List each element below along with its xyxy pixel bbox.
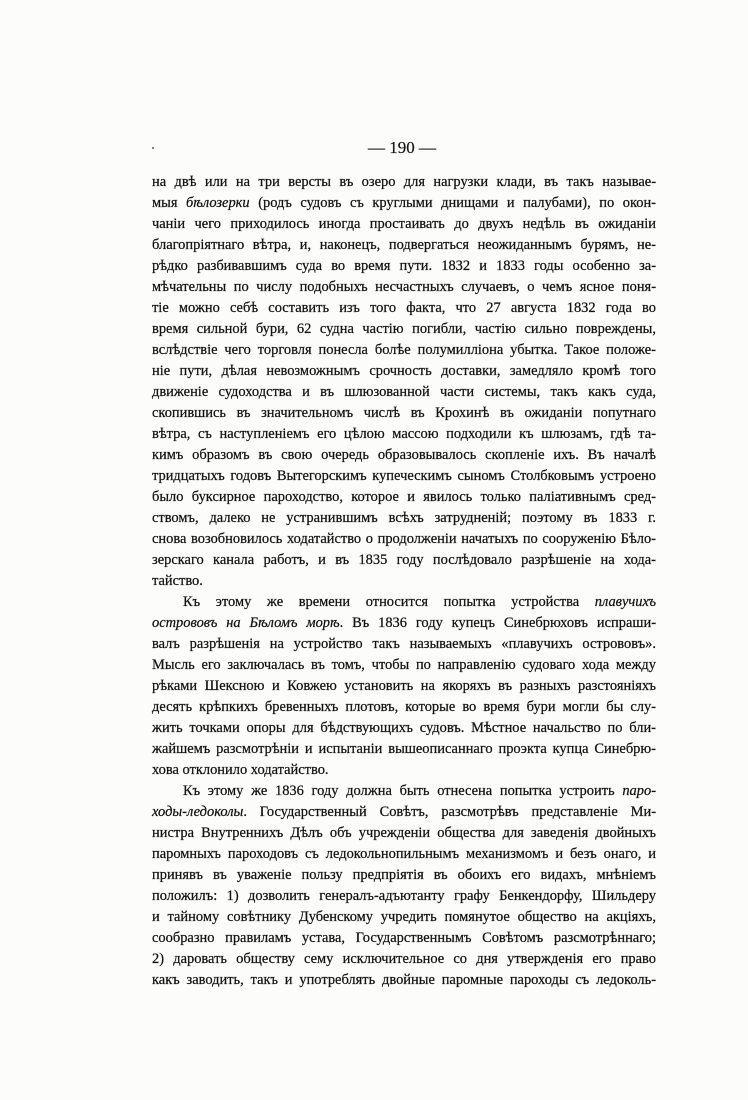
- text-line: [152, 382, 656, 403]
- text-line: [152, 340, 656, 361]
- text-line: [152, 697, 656, 718]
- text-run: тридцатыхъ годовъ Вытегорскимъ купеческимъ сыномъ Столбковымъ устроено: [152, 468, 656, 484]
- paragraph: [152, 781, 656, 991]
- text-line: [152, 445, 656, 466]
- text-line: [152, 508, 656, 529]
- text-run: движеніе судоходства и въ шлюзованной части системы, такъ какъ суда,: [152, 384, 656, 400]
- line-content: [152, 172, 656, 193]
- text-line: [152, 487, 656, 508]
- text-line: [152, 319, 656, 340]
- text-run: на двѣ или на три версты въ озеро для нагрузки клади, въ такъ называе-: [152, 174, 656, 190]
- line-content: [152, 907, 656, 928]
- text-line: [152, 634, 656, 655]
- line-content: [183, 781, 656, 802]
- text-run: было буксирное пароходство, которое и явилось только паліативнымъ сред-: [152, 489, 656, 505]
- line-content: [152, 676, 656, 697]
- text-run: скопившись въ значительномъ числѣ въ Крохинѣ въ ожиданіи попутнаго: [152, 405, 656, 421]
- text-line: [152, 844, 656, 865]
- text-line: [152, 466, 656, 487]
- line-content: [152, 634, 656, 655]
- text-line: [152, 613, 656, 634]
- text-line: [152, 172, 656, 193]
- line-content: [152, 760, 329, 781]
- text-run: кимъ образомъ въ свою очередь образовывалось скопленіе ихъ. Въ началѣ: [152, 447, 656, 463]
- line-content: [152, 508, 656, 529]
- text-run: благопріятнаго вѣтра, и, наконецъ, подвергаться неожиданнымъ бурямъ, не-: [152, 237, 656, 253]
- text-line: [152, 928, 656, 949]
- text-run: нистра Внутреннихъ Дѣлъ объ учрежденіи общества для заведенія двойныхъ: [152, 825, 656, 841]
- text-run: жайшемъ разсмотрѣніи и испытаніи вышеописаннаго проэкта купца Синебрю-: [152, 741, 656, 757]
- line-content: [152, 970, 656, 991]
- paragraph: [152, 172, 656, 592]
- text-run: сообразно правиламъ устава, Государственнымъ Совѣтомъ разсмотрѣннаго;: [152, 930, 656, 946]
- text-line: [152, 550, 656, 571]
- text-run: (родъ судовъ съ круглыми днищами и палубами), по окон-: [249, 195, 656, 211]
- text-run: принявъ въ уваженіе пользу предпріятія въ обоихъ его видахъ, мнѣніемъ: [152, 867, 656, 883]
- line-content: [152, 214, 656, 235]
- text-line: [152, 718, 656, 739]
- line-content: [152, 529, 656, 550]
- paragraph: [152, 592, 656, 781]
- text-run: тайство.: [152, 573, 203, 589]
- line-content: [152, 655, 656, 676]
- text-line: [152, 529, 656, 550]
- text-run: Мысль его заключалась въ томъ, чтобы по направленію судоваго хода между: [152, 657, 656, 673]
- text-line: [152, 676, 656, 697]
- text-run: Къ этому же 1836 году должна быть отнесена попытка устроить: [183, 783, 623, 799]
- text-run: снова возобновилось ходатайство о продолженіи начатыхъ по сооруженію Бѣло-: [152, 531, 656, 547]
- italic-term: острововъ на Бѣломъ морѣ: [152, 615, 340, 631]
- text-line: [152, 886, 656, 907]
- text-run: положилъ: 1) дозволить генералъ-адъютанту графу Бенкендорфу, Шильдеру: [152, 888, 656, 904]
- line-content: [152, 256, 656, 277]
- text-run: ствомъ, далеко не устранившимъ всѣхъ затрудненій; поэтому въ 1833 г.: [152, 510, 656, 526]
- text-line: [152, 739, 656, 760]
- italic-term: паро-: [622, 783, 656, 799]
- line-content: [152, 550, 656, 571]
- line-content: [152, 319, 656, 340]
- italic-term: плавучихъ: [594, 594, 656, 610]
- text-run: рѣдко разбивавшимъ суда во время пути. 1832 и 1833 годы особенно за-: [152, 258, 656, 274]
- line-content: [152, 277, 656, 298]
- text-run: десять крѣпкихъ бревенныхъ плотовъ, которые во время бури могли бы слу-: [152, 699, 656, 715]
- text-line: [152, 802, 656, 823]
- text-run: жить точками опоры для бѣдствующихъ судовъ. Мѣстное начальство по бли-: [152, 720, 656, 736]
- text-line: [152, 256, 656, 277]
- text-line: [152, 781, 656, 802]
- text-run: хова отклонило ходатайство.: [152, 762, 329, 778]
- line-content: [152, 466, 656, 487]
- italic-term: бѣлозерки: [186, 195, 250, 211]
- text-run: и тайному совѣтнику Дубенскому учредить помянутое общество на акціяхъ,: [152, 909, 656, 925]
- line-content: [152, 886, 656, 907]
- line-content: [152, 361, 656, 382]
- text-line: [152, 823, 656, 844]
- text-line: [152, 949, 656, 970]
- line-content: [152, 235, 656, 256]
- line-content: [152, 865, 656, 886]
- line-content: [152, 382, 656, 403]
- line-content: [152, 403, 656, 424]
- text-run: ніе пути, дѣлая невозможнымъ срочность доставки, замедляло кромѣ того: [152, 363, 656, 379]
- line-content: [183, 592, 656, 613]
- text-run: рѣками Шексною и Ковжею установить на якоряхъ въ разныхъ разстояніяхъ: [152, 678, 656, 694]
- line-content: [152, 571, 203, 592]
- text-run: 2) даровать обществу сему исключительное со дня утвержденія его право: [152, 951, 656, 967]
- text-run: вслѣдствіе чего торговля понесла болѣе полумилліона убытка. Такое положе-: [152, 342, 656, 358]
- text-line: [152, 193, 656, 214]
- text-line: [152, 424, 656, 445]
- line-content: [152, 487, 656, 508]
- page-text: [152, 172, 656, 991]
- text-line: [152, 214, 656, 235]
- line-content: [152, 424, 656, 445]
- text-run: время сильной бури, 62 судна частію погибли, частію сильно повреждены,: [152, 321, 656, 337]
- line-content: [152, 802, 656, 823]
- text-run: паромныхъ пароходовъ съ ледокольнопильнымъ механизмомъ и безъ онаго, и: [152, 846, 656, 862]
- line-content: [152, 739, 656, 760]
- text-line: [152, 235, 656, 256]
- line-content: [152, 949, 656, 970]
- line-content: [152, 298, 656, 319]
- text-line: [152, 760, 656, 781]
- text-line: [152, 970, 656, 991]
- text-line: [152, 403, 656, 424]
- text-run: зерскаго канала работъ, и въ 1835 году послѣдовало разрѣшеніе на хода-: [152, 552, 656, 568]
- line-content: [152, 193, 656, 214]
- line-content: [152, 613, 656, 634]
- text-line: [152, 277, 656, 298]
- text-line: [152, 361, 656, 382]
- text-run: Къ этому же времени относится попытка устройства: [183, 594, 595, 610]
- line-content: [152, 844, 656, 865]
- text-run: . Въ 1836 году купецъ Синебрюховъ испраши-: [339, 615, 657, 631]
- text-line: [152, 907, 656, 928]
- text-run: . Государственный Совѣтъ, разсмотрѣвъ представленіе Ми-: [243, 804, 656, 820]
- page-number: — 190 —: [368, 138, 436, 157]
- text-line: [152, 571, 656, 592]
- line-content: [152, 928, 656, 949]
- text-run: валъ разрѣшенія на устройство такъ называемыхъ «плавучихъ острововъ».: [152, 636, 656, 652]
- text-line: [152, 865, 656, 886]
- line-content: [152, 340, 656, 361]
- line-content: [152, 718, 656, 739]
- text-run: вѣтра, съ наступленіемъ его цѣлою массою подходили къ шлюзамъ, гдѣ та-: [152, 426, 656, 442]
- text-run: тіе можно себѣ составить изъ того факта, что 27 августа 1832 года во: [152, 300, 656, 316]
- line-content: [152, 823, 656, 844]
- text-run: чаніи чего приходилось иногда простаивать до двухъ недѣль въ ожиданіи: [152, 216, 656, 232]
- text-run: мѣчательны по числу подобныхъ несчастныхъ случаевъ, о чемъ ясное поня-: [152, 279, 656, 295]
- line-content: [152, 445, 656, 466]
- text-run: мыя: [152, 195, 187, 211]
- line-content: [152, 697, 656, 718]
- text-line: [152, 592, 656, 613]
- text-line: [152, 655, 656, 676]
- italic-term: ходы-ледоколы: [152, 804, 244, 820]
- text-line: [152, 298, 656, 319]
- scan-speck: [152, 147, 154, 149]
- text-run: какъ заводить, такъ и употреблять двойные паромные пароходы съ ледоколь-: [152, 972, 656, 988]
